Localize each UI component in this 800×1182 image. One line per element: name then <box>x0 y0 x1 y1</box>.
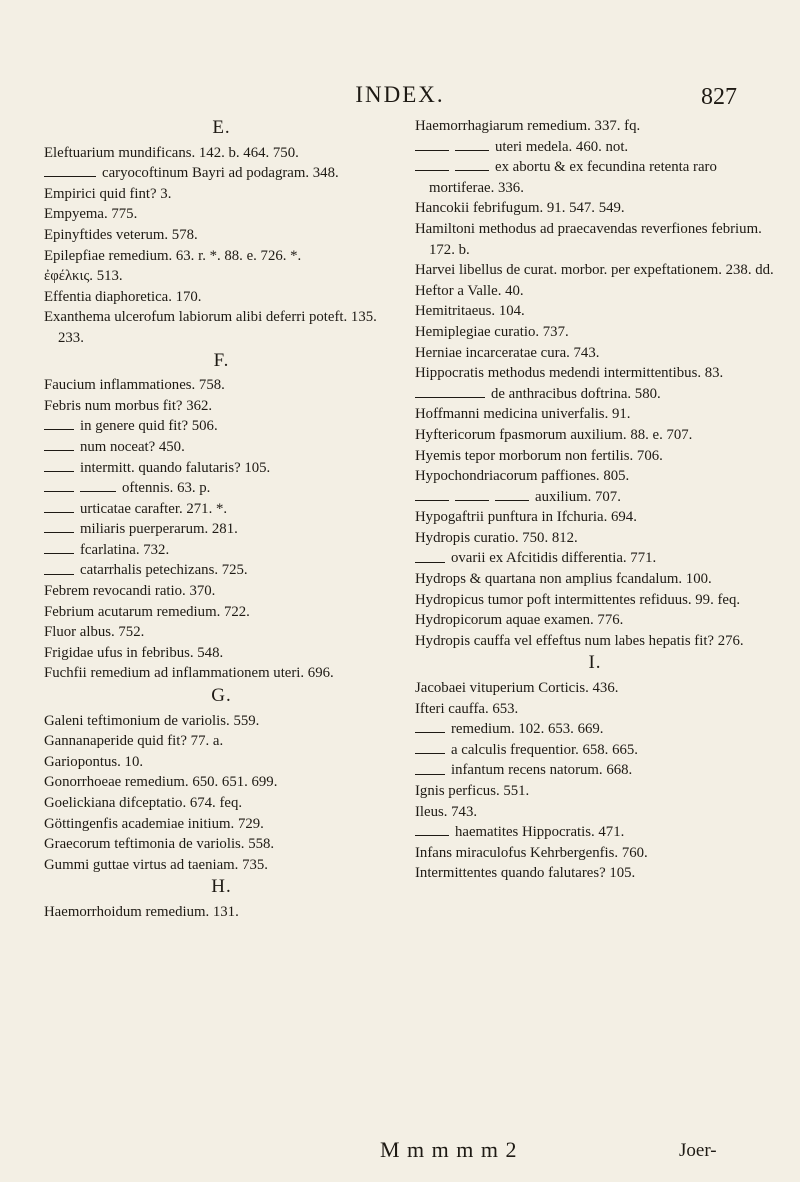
index-entry <box>415 157 775 198</box>
repeat-dash <box>415 747 445 754</box>
index-entry <box>44 499 399 520</box>
index-entry: Jacobaei vituperium Corticis. 436. <box>415 680 619 697</box>
index-entry: Effentia diaphoretica. 170. <box>44 288 202 305</box>
index-entry: Epinyftides veterum. 578. <box>44 226 198 243</box>
index-entry <box>44 458 399 479</box>
index-entry-text: intermitt. quando falutaris? 105. <box>80 459 271 476</box>
index-entry: Ileus. 743. <box>415 803 478 820</box>
index-entry-text: remedium. 102. 653. 669. <box>451 721 604 738</box>
index-entry: Hypochondriacorum paffiones. 805. <box>415 468 630 485</box>
index-entry: ἐφέλκις. 513. <box>44 268 123 285</box>
index-entry <box>44 478 399 499</box>
index-entry <box>44 560 399 581</box>
section-letter-e: E. <box>212 117 231 138</box>
index-entry: Febrium acutarum remedium. 722. <box>44 603 250 620</box>
index-entry-text: in genere quid fit? 506. <box>80 418 218 435</box>
repeat-dash <box>455 494 489 501</box>
index-entry: Intermittentes quando falutares? 105. <box>415 865 636 882</box>
index-entry-text: oftennis. 63. p. <box>122 480 211 497</box>
repeat-dash <box>455 144 489 151</box>
repeat-dash <box>495 494 529 501</box>
index-entry <box>44 519 399 540</box>
right-column <box>415 116 775 884</box>
index-entry-text: fcarlatina. 732. <box>80 541 170 558</box>
index-entry: Infans miraculofus Kehrbergenfis. 760. <box>415 844 648 861</box>
index-entry-text: ovarii ex Afcitidis differentia. 771. <box>451 550 657 567</box>
index-entry: Hydrops & quartana non amplius fcandalum. 100. <box>415 571 712 588</box>
index-entry: Hemitritaeus. 104. <box>415 303 525 320</box>
section-letter-g: G. <box>211 685 232 707</box>
index-entry: Ignis perficus. 551. <box>415 783 530 799</box>
section-letter-f: F. <box>213 349 230 371</box>
repeat-dash <box>44 526 74 533</box>
index-entry <box>44 416 399 437</box>
index-entry: Hypogaftrii punftura in Ifchuria. 694. <box>415 509 637 526</box>
index-entry-text: haematites Hippocratis. 471. <box>455 824 625 841</box>
running-head: INDEX. <box>355 82 445 107</box>
index-entry: Haemorrhoidum remedium. 131. <box>44 903 239 920</box>
index-entry: Hoffmanni medicina univerfalis. 91. <box>415 406 631 423</box>
index-entry-text: urticatae carafter. 271. *. <box>80 500 228 517</box>
index-entry: Gonorrhoeae remedium. 650. 651. 699. <box>44 774 278 791</box>
index-entry <box>44 163 399 184</box>
index-entry: Galeni teftimonium de variolis. 559. <box>44 712 260 729</box>
repeat-dash <box>415 556 445 563</box>
index-entry-text: caryocoftinum Bayri ad podagram. 348. <box>102 165 339 182</box>
index-entry: Hippocratis methodus medendi intermittentibus. 83. <box>415 365 724 382</box>
repeat-dash <box>415 829 449 836</box>
index-entry: Hydropicorum aquae examen. 776. <box>415 612 624 629</box>
index-entry <box>415 137 775 158</box>
repeat-dash <box>44 444 74 451</box>
repeat-dash <box>44 485 74 492</box>
index-entry: Frigidae ufus in febribus. 548. <box>44 644 224 661</box>
index-entry-text: miliaris puerperarum. 281. <box>80 521 238 538</box>
index-entry: Fuchfii remedium ad inflammationem uteri. 696. <box>44 665 334 682</box>
repeat-dash <box>44 170 96 177</box>
repeat-dash <box>415 164 449 171</box>
index-entry: Haemorrhagiarum remedium. 337. fq. <box>415 118 641 134</box>
page-number: 827 <box>701 84 737 110</box>
index-entry: Gariopontus. 10. <box>44 753 144 770</box>
index-entry <box>415 384 775 405</box>
repeat-dash <box>415 144 449 151</box>
index-entry: Fluor albus. 752. <box>44 624 145 641</box>
index-entry: Empirici quid fint? 3. <box>44 185 172 202</box>
index-entry-text: de anthracibus doftrina. 580. <box>491 385 661 402</box>
repeat-dash <box>80 485 116 492</box>
index-entry <box>44 540 399 561</box>
index-entry-text: a calculis frequentior. 658. 665. <box>451 741 638 758</box>
index-entry <box>415 548 775 569</box>
repeat-dash <box>415 494 449 501</box>
repeat-dash <box>44 465 74 472</box>
index-entry: Heftor a Valle. 40. <box>415 282 524 299</box>
repeat-dash <box>415 768 445 775</box>
index-entry: Hyemis tepor morborum non fertilis. 706. <box>415 447 663 464</box>
section-letter-i: I. <box>588 652 602 674</box>
index-entry: Hancokii febrifugum. 91. 547. 549. <box>415 200 625 217</box>
index-entry: Harvei libellus de curat. morbor. per expeftationem. 238. dd. <box>415 262 774 279</box>
index-entry: Epilepfiae remedium. 63. r. *. 88. e. 726. *. <box>44 247 302 264</box>
repeat-dash <box>44 568 74 575</box>
index-entry: Hydropis cauffa vel effeftus num labes hepatis fit? 276. <box>415 632 744 649</box>
index-entry <box>415 760 775 781</box>
index-entry: Faucium inflammationes. 758. <box>44 377 225 394</box>
index-entry: Gannanaperide quid fit? 77. a. <box>44 733 224 750</box>
index-entry: Hamiltoni methodus ad praecavendas reverfiones febrium. 172. b. <box>415 220 762 258</box>
signature-mark: M m m m m 2 <box>380 1137 518 1162</box>
index-entry: Goelickiana difceptatio. 674. feq. <box>44 795 243 811</box>
index-entry-text: catarrhalis petechizans. 725. <box>80 562 248 579</box>
index-entry: Graecorum teftimonia de variolis. 558. <box>44 836 275 853</box>
repeat-dash <box>44 423 74 430</box>
index-entry: Exanthema ulcerofum labiorum alibi deferri poteft. 135. 233. <box>44 309 377 346</box>
index-entry: Febrem revocandi ratio. 370. <box>44 583 216 600</box>
index-entry-text: auxilium. 707. <box>535 488 621 505</box>
left-column <box>44 116 399 923</box>
index-entry <box>415 487 775 508</box>
index-entry: Ifteri cauffa. 653. <box>415 700 519 717</box>
index-entry: Göttingenfis academiae initium. 729. <box>44 815 264 832</box>
index-entry: Eleftuarium mundificans. 142. b. 464. 750. <box>44 144 299 161</box>
repeat-dash <box>44 506 74 513</box>
index-entry: Hydropicus tumor poft intermittentes refiduus. 99. feq. <box>415 591 741 608</box>
repeat-dash <box>44 547 74 554</box>
repeat-dash <box>415 391 485 398</box>
section-letter-h: H. <box>211 876 232 898</box>
index-entry: Herniae incarceratae cura. 743. <box>415 344 600 361</box>
index-entry: Hydropis curatio. 750. 812. <box>415 529 578 546</box>
index-entry <box>415 822 775 843</box>
repeat-dash <box>415 726 445 733</box>
index-entry: Empyema. 775. <box>44 206 138 223</box>
repeat-dash <box>455 164 489 171</box>
index-entry-text: infantum recens natorum. 668. <box>451 762 633 779</box>
index-entry <box>415 740 775 761</box>
index-entry <box>44 437 399 458</box>
index-entry: Febris num morbus fit? 362. <box>44 397 213 414</box>
index-entry: Hemiplegiae curatio. 737. <box>415 323 569 340</box>
index-entry-text: ex abortu & ex fecundina retenta raro mortiferae. 336. <box>429 159 717 196</box>
index-entry-text: num noceat? 450. <box>80 438 185 455</box>
index-entry: Gummi guttae virtus ad taeniam. 735. <box>44 856 268 873</box>
index-entry-text: uteri medela. 460. not. <box>495 138 629 155</box>
index-entry: Hyftericorum fpasmorum auxilium. 88. e. 707. <box>415 426 693 443</box>
index-entry <box>415 719 775 740</box>
catchword: Joer- <box>679 1140 717 1161</box>
